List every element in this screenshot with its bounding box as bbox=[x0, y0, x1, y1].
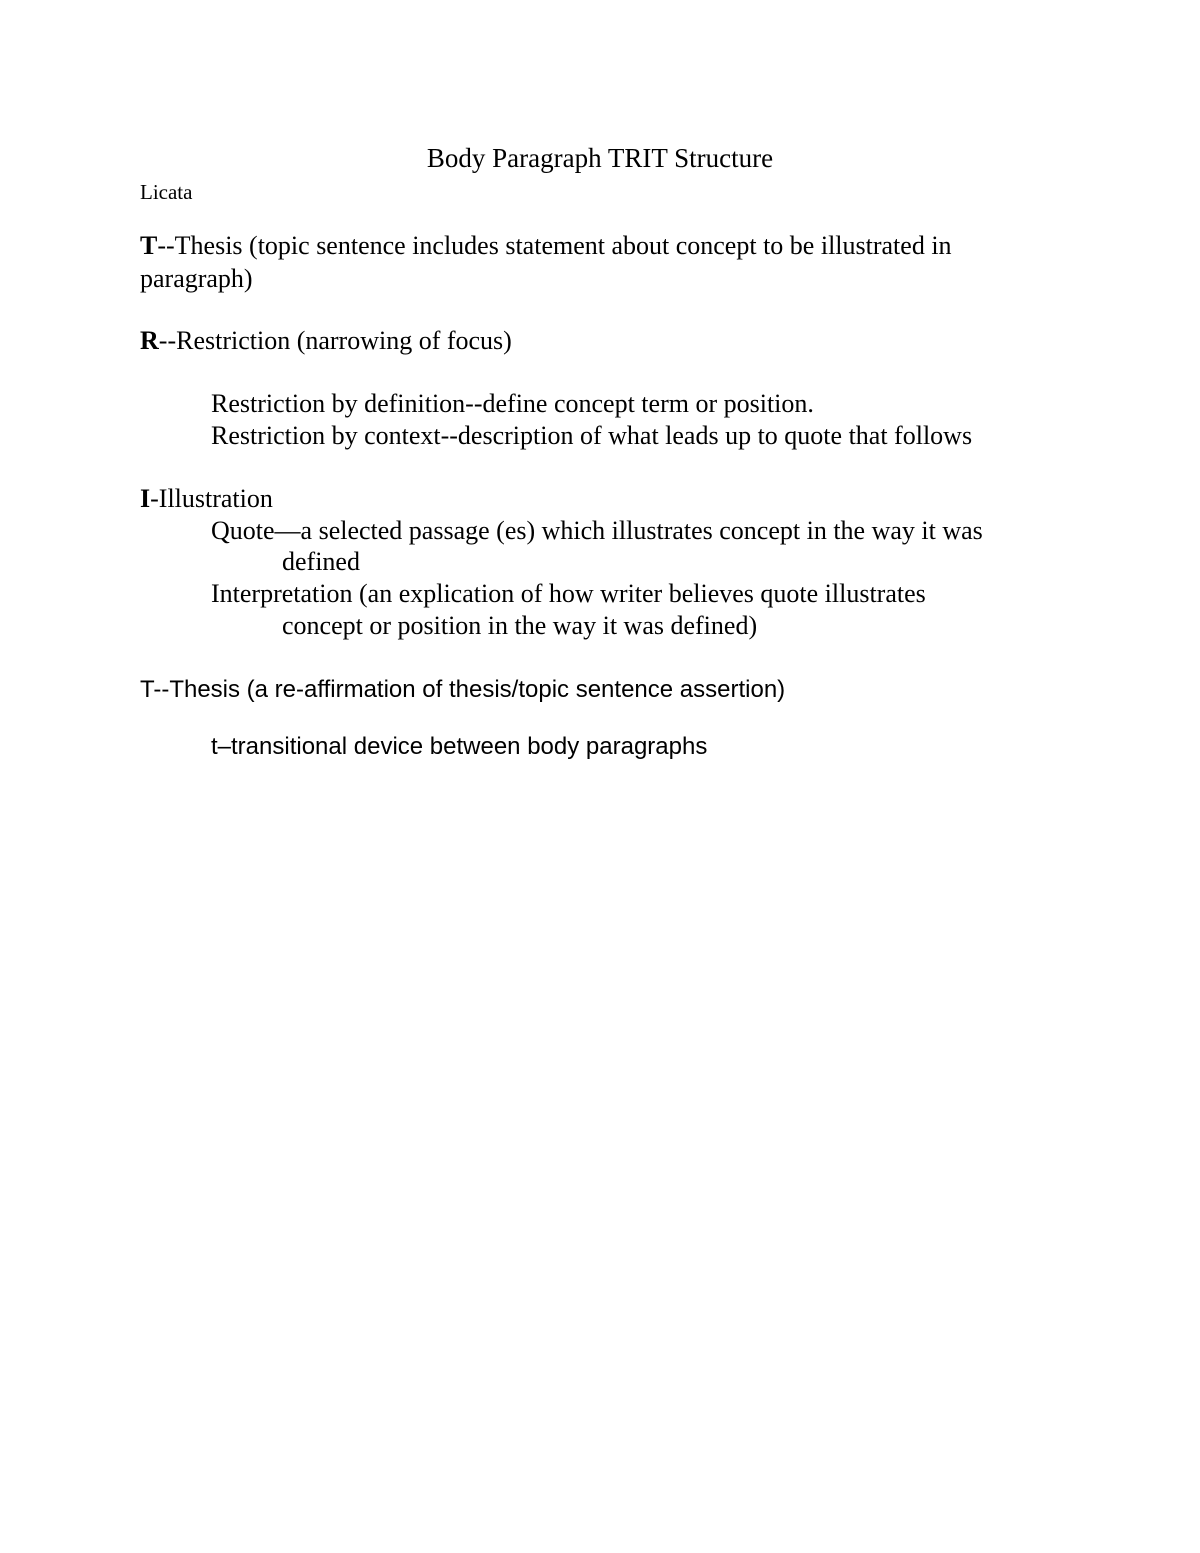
interpretation-line-1: Interpretation (an explication of how writer believes quote illustrates bbox=[211, 579, 926, 608]
restriction-by-context: Restriction by context--description of what leads up to quote that follows bbox=[211, 421, 973, 450]
illustration-letter: I bbox=[140, 484, 151, 513]
thesis-return: T--Thesis (a re-affirmation of thesis/topic sentence assertion) bbox=[140, 676, 786, 703]
thesis-text-1: --Thesis (topic sentence includes statement about concept to be illustrated in bbox=[157, 231, 952, 260]
interpretation-line-2: concept or position in the way it was defined) bbox=[282, 611, 758, 640]
thesis-line-2: paragraph) bbox=[140, 264, 253, 293]
document-title: Body Paragraph TRIT Structure bbox=[426, 143, 774, 173]
illustration-heading bbox=[140, 483, 273, 515]
illustration-text: -Illustration bbox=[150, 484, 273, 513]
transition-note: t–transitional device between body paragraphs bbox=[211, 733, 708, 760]
quote-line-1: Quote—a selected passage (es) which illustrates concept in the way it was bbox=[211, 516, 983, 545]
restriction-heading bbox=[140, 325, 512, 357]
restriction-letter: R bbox=[140, 326, 159, 355]
thesis-letter: T bbox=[140, 231, 158, 260]
restriction-text: --Restriction (narrowing of focus) bbox=[158, 326, 512, 355]
restriction-by-definition: Restriction by definition--define concept term or position. bbox=[211, 389, 814, 418]
author-name: Licata bbox=[140, 180, 193, 204]
thesis-line-1 bbox=[140, 230, 952, 262]
quote-line-2: defined bbox=[282, 547, 360, 576]
